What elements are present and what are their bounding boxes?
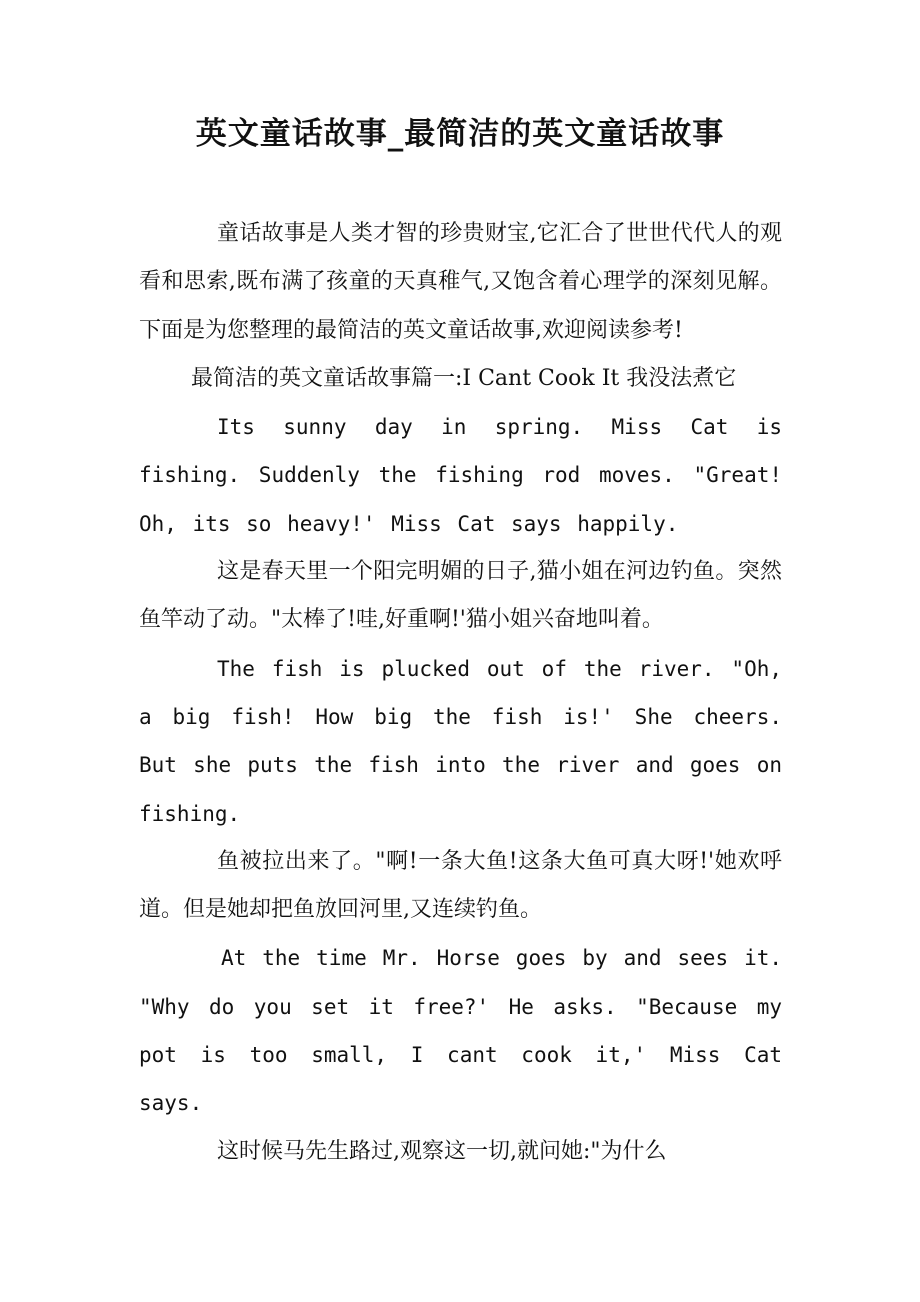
story-paragraph-en-3: At the time Mr. Horse goes by and sees it. "Why do you set it free?' He asks. "Because my pot is too small, I cant cook it,' Miss Cat says. [139,946,782,1116]
article-body [139,210,782,1176]
intro-paragraph: 童话故事是人类才智的珍贵财宝,它汇合了世世代代人的观看和思索,既布满了孩童的天真稚气,又饱含着心理学的深刻见解。下面是为您整理的最简洁的英文童话故事,欢迎阅读参考! [139,221,782,343]
story-paragraph-en-1: Its sunny day in spring. Miss Cat is fishing. Suddenly the fishing rod moves. "Great! Oh, its so heavy!' Miss Cat says happily. [139,415,782,536]
story-heading: 最简洁的英文童话故事篇一:I Cant Cook It 我没法煮它 [191,365,737,391]
story-paragraph-zh-1: 这是春天里一个阳完明媚的日子,猫小姐在河边钓鱼。突然鱼竿动了动。"太棒了!哇,好重啊!'猫小姐兴奋地叫着。 [139,559,782,633]
story-paragraph-en-2: The fish is plucked out of the river. "Oh, a big fish! How big the fish is!' She cheers. But she puts the fish into the river and goes on fishing. [139,656,782,826]
story-paragraph-zh-2: 鱼被拉出来了。"啊!一条大鱼!这条大鱼可真大呀!'她欢呼道。但是她却把鱼放回河里,又连续钓鱼。 [139,848,782,923]
story-paragraph-zh-3: 这时候马先生路过,观察这一切,就问她:"为什么 [217,1138,667,1164]
page-title: 英文童话故事_最简洁的英文童话故事 [195,116,725,152]
